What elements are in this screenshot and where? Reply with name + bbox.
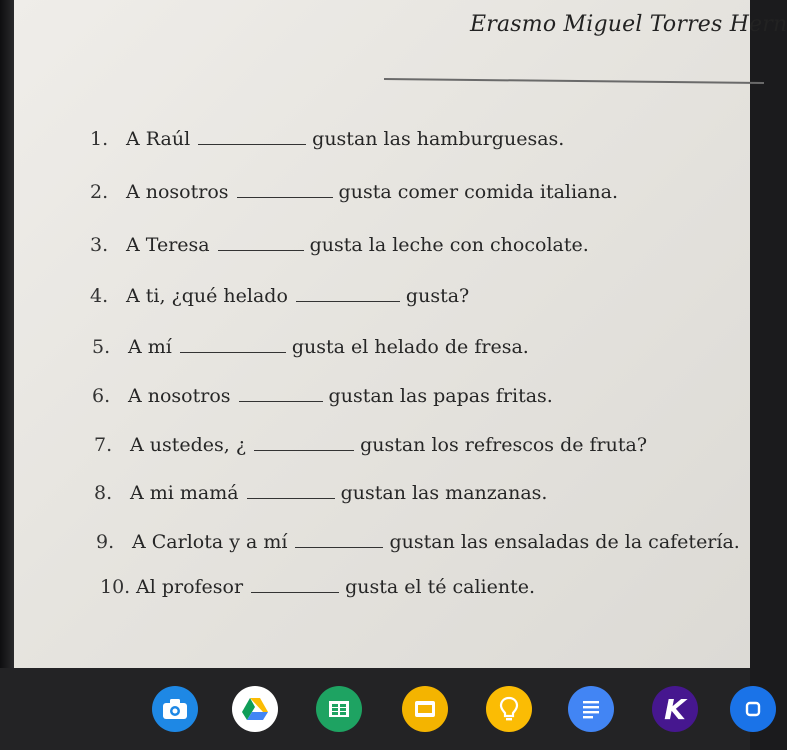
google-docs-icon[interactable] — [568, 686, 614, 732]
item-number: 10. — [100, 576, 131, 598]
exercise-line — [90, 128, 564, 150]
answer-blank[interactable] — [254, 448, 354, 451]
completion-text: gustan las manzanas. — [340, 482, 548, 504]
item-number: 1. — [90, 128, 109, 150]
answer-blank[interactable] — [295, 545, 383, 548]
kahoot-letter: K — [664, 692, 686, 726]
item-number: 8. — [94, 482, 113, 504]
item-number: 6. — [92, 385, 111, 407]
item-number: 4. — [90, 285, 109, 307]
completion-text: gusta el té caliente. — [345, 576, 536, 598]
document-screen — [14, 0, 787, 668]
completion-text: gustan las ensaladas de la cafetería. — [389, 531, 740, 553]
exercise-line — [92, 336, 529, 358]
answer-blank[interactable] — [218, 248, 304, 251]
completion-text: gusta comer comida italiana. — [338, 181, 618, 203]
answer-blank[interactable] — [251, 590, 339, 593]
exercise-line — [92, 385, 553, 407]
completion-text: gusta? — [405, 285, 470, 307]
completion-text: gustan los refrescos de fruta? — [360, 434, 648, 456]
completion-text: gustan las papas fritas. — [328, 385, 553, 407]
author-name: Erasmo Miguel Torres Hern — [470, 12, 787, 37]
answer-blank[interactable] — [247, 496, 335, 499]
completion-text: gusta la leche con chocolate. — [309, 234, 589, 256]
partial-app-icon[interactable] — [730, 686, 776, 732]
keep-lightbulb-icon[interactable] — [486, 686, 532, 732]
camera-app-icon[interactable] — [152, 686, 198, 732]
exercise-line — [90, 234, 589, 256]
exercise-line — [100, 576, 535, 598]
name-underline — [384, 78, 764, 84]
prompt-text: A mí — [128, 336, 172, 358]
answer-blank[interactable] — [237, 195, 333, 198]
prompt-text: A nosotros — [126, 181, 229, 203]
item-number: 9. — [96, 531, 115, 553]
prompt-text: A Carlota y a mí — [132, 531, 288, 553]
prompt-text: A ti, ¿qué helado — [126, 285, 288, 307]
prompt-text: Al profesor — [136, 576, 244, 598]
answer-blank[interactable] — [198, 142, 306, 145]
prompt-text: A Raúl — [126, 128, 191, 150]
prompt-text: A ustedes, ¿ — [130, 434, 247, 456]
item-number: 2. — [90, 181, 109, 203]
prompt-text: A mi mamá — [130, 482, 239, 504]
exercise-line — [90, 181, 618, 203]
exercise-line — [94, 482, 547, 504]
item-number: 5. — [92, 336, 111, 358]
exercise-line — [96, 531, 740, 553]
prompt-text: A Teresa — [126, 234, 210, 256]
item-number: 3. — [90, 234, 109, 256]
chromeos-shelf — [0, 668, 750, 750]
exercise-line — [90, 285, 469, 307]
monitor-bezel — [0, 0, 14, 668]
completion-text: gusta el helado de fresa. — [291, 336, 529, 358]
google-sheets-icon[interactable] — [316, 686, 362, 732]
exercise-line — [94, 434, 647, 456]
prompt-text: A nosotros — [128, 385, 231, 407]
answer-blank[interactable] — [296, 299, 400, 302]
google-slides-icon[interactable] — [402, 686, 448, 732]
completion-text: gustan las hamburguesas. — [312, 128, 565, 150]
item-number: 7. — [94, 434, 113, 456]
google-drive-icon[interactable] — [232, 686, 278, 732]
answer-blank[interactable] — [239, 399, 323, 402]
answer-blank[interactable] — [180, 350, 286, 353]
kahoot-app-icon[interactable] — [652, 686, 698, 732]
